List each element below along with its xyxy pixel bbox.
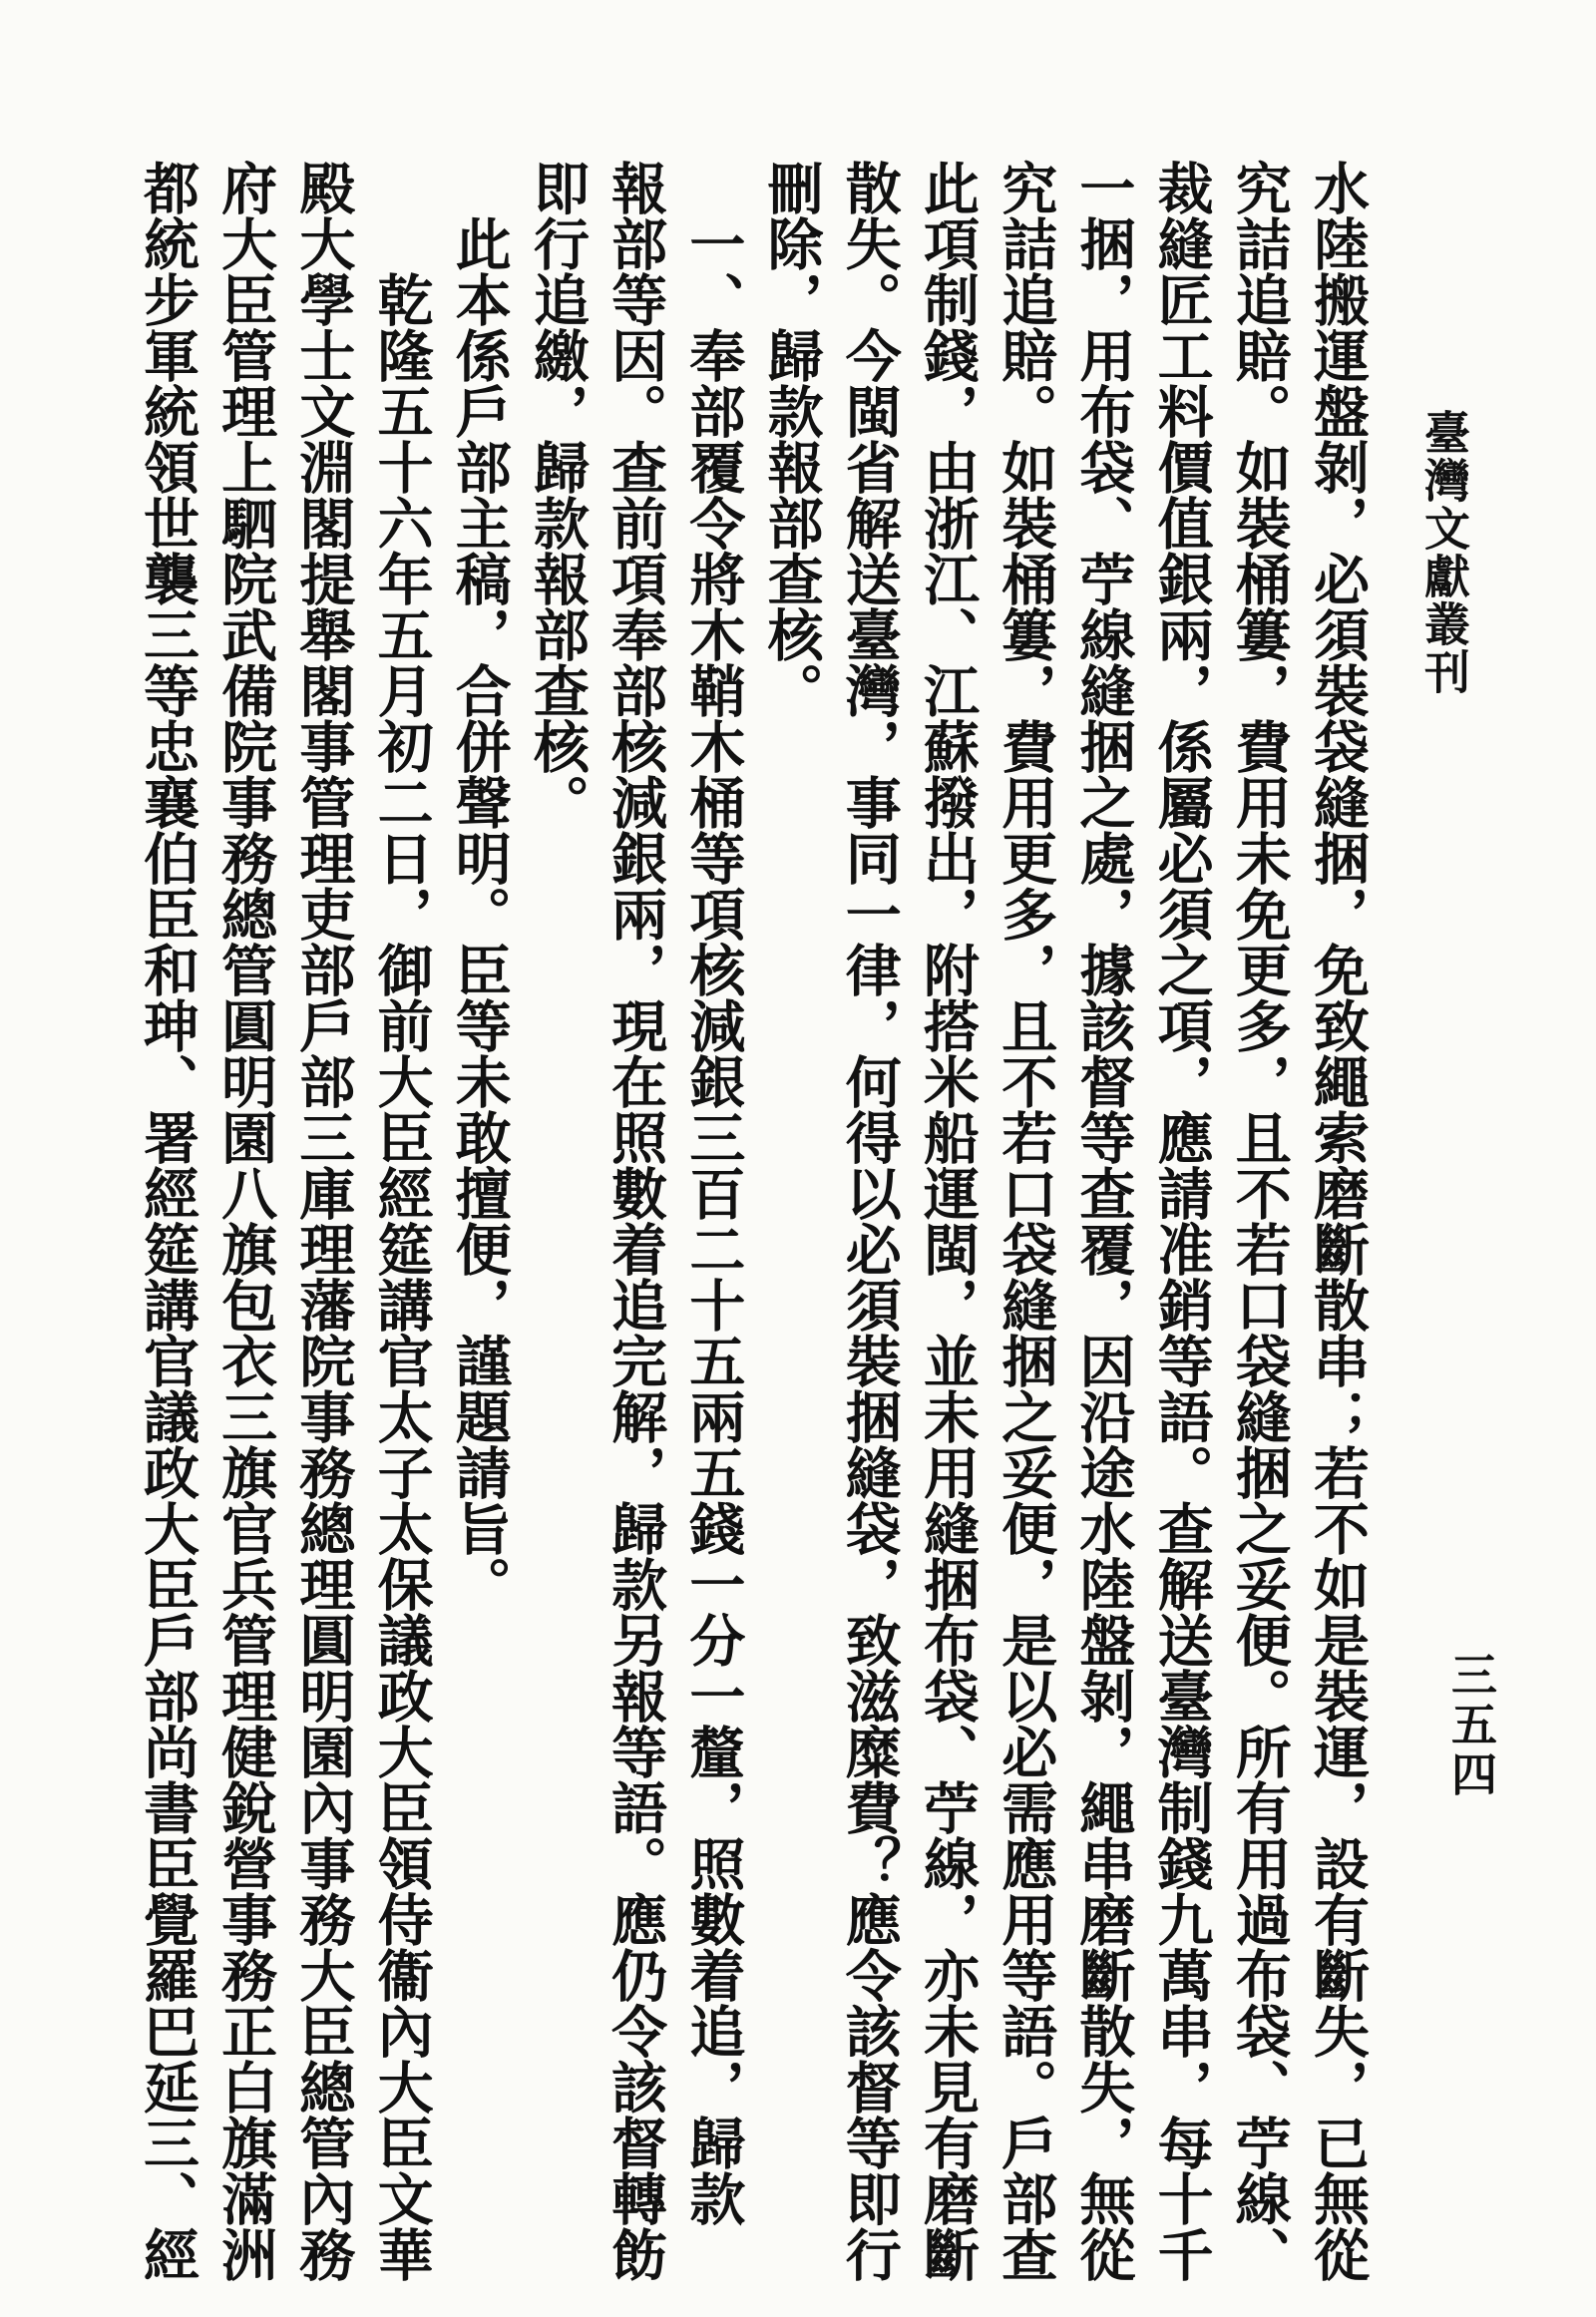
text-column: 此本係戶部主稿，合併聲明。臣等未敢擅便，謹題請旨。 [446,160,513,1612]
text-column: 一、奉部覆令將木鞘木桶等項核減銀三百二十五兩五錢一分一釐，照數着追，歸款 [680,160,747,2226]
running-header: 臺灣文獻叢刊 [1417,409,1471,696]
text-column: 報部等因。查前項奉部核減銀兩，現在照數着追完解，歸款另報等語。應仍令該督轉飭 [602,160,669,2282]
text-column: 乾隆五十六年五月初二日，御前大臣經筵講官太子太保議政大臣領侍衞內大臣文華 [368,160,435,2282]
text-column: 究詰追賠。如裝桶簍，費用未免更多，且不若口袋縫捆之妥便。所有用過布袋、苧線、 [1226,160,1293,2282]
text-column: 散失。今閩省解送臺灣，事同一律，何得以必須裝捆縫袋，致滋糜費？應令該督等即行 [836,160,903,2282]
text-column: 裁縫匠工料價值銀兩，係屬必須之項，應請准銷等語。查解送臺灣制錢九萬串，每十千 [1148,160,1215,2282]
page-number: 三五四 [1444,1651,1498,1800]
text-column: 都統步軍統領世襲三等忠襄伯臣和珅、署經筵講官議政大臣戶部尚書臣覺羅巴延三、經 [134,160,200,2282]
text-column: 府大臣管理上駟院武備院事務總管圓明園八旗包衣三旗官兵管理健銳營事務正白旗滿洲 [212,160,279,2282]
text-column: 刪除，歸款報部查核。 [758,160,825,718]
text-column: 究詰追賠。如裝桶簍，費用更多，且不若口袋縫捆之妥便，是以必需應用等語。戶部查 [993,160,1059,2282]
text-column: 一捆，用布袋、苧線縫捆之處，據該督等查覆，因沿途水陸盤剝，繩串磨斷散失，無從 [1070,160,1137,2282]
text-column: 殿大學士文淵閣提舉閣事管理吏部戶部三庫理藩院事務總理圓明園內事務大臣總管內務 [290,160,357,2282]
text-column: 即行追繳，歸款報部查核。 [524,160,591,830]
vertical-text-body [134,160,1377,2282]
text-column: 水陸搬運盤剝，必須裝袋縫捆，免致繩索磨斷散串；若不如是裝運，設有斷失，已無從 [1305,160,1371,2282]
text-column: 此項制錢，由浙江、江蘇撥出，附搭米船運閩，並未用縫捆布袋、苧線，亦未見有磨斷 [914,160,981,2282]
